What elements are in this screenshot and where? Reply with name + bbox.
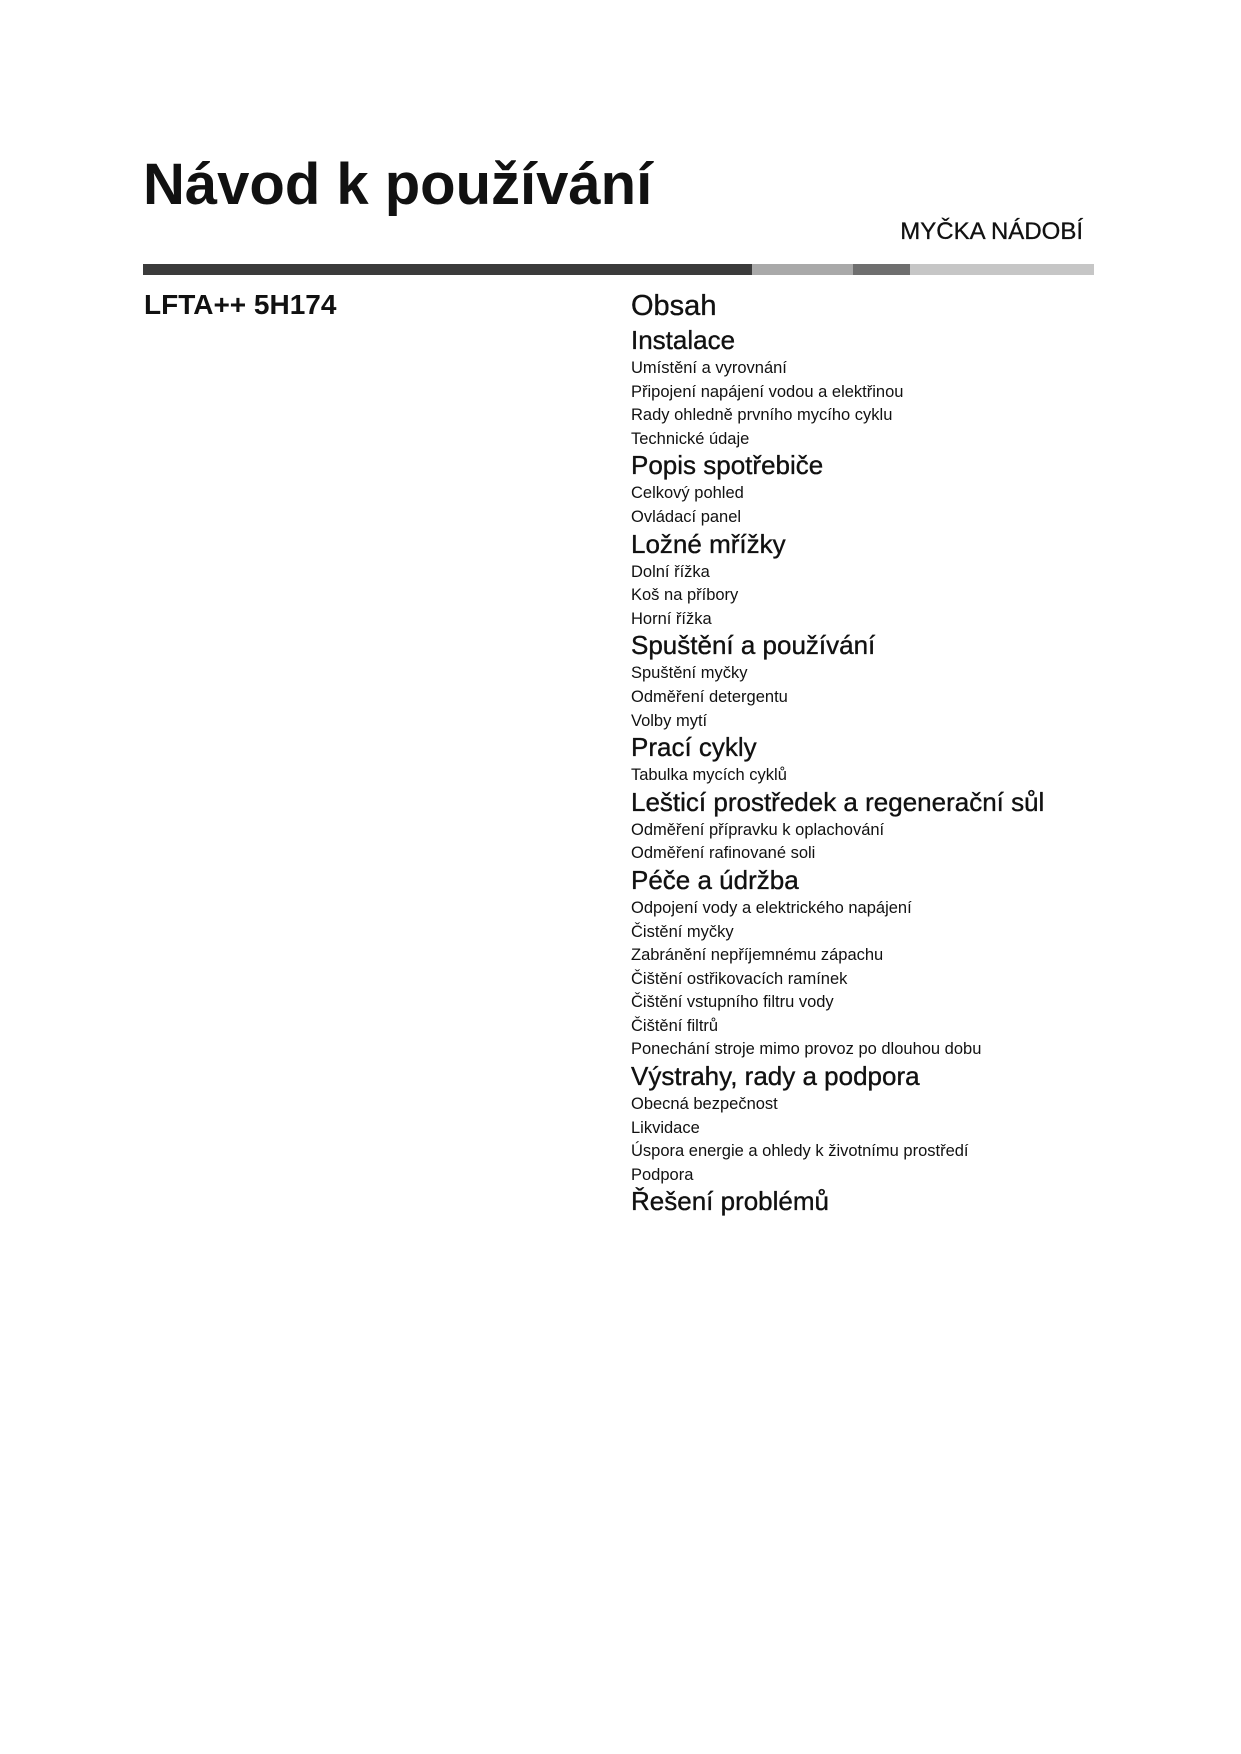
bar-segment-4 — [910, 264, 1094, 275]
toc-item: Odměření přípravku k oplachování — [631, 820, 885, 839]
toc-title: Obsah — [631, 290, 717, 322]
page-title: Návod k používání — [143, 152, 653, 217]
toc-item: Spuštění myčky — [631, 664, 748, 683]
toc-heading: Lešticí prostředek a regenerační sůl — [631, 786, 1045, 817]
toc-item: Volby mytí — [631, 711, 708, 730]
toc-item: Odměření rafinované soli — [631, 844, 816, 863]
toc-heading: Spuštění a používání — [631, 630, 876, 661]
toc-item: Ovládací panel — [631, 507, 742, 526]
toc-item: Úspora energie a ohledy k životnímu prostředí — [631, 1142, 969, 1161]
toc-item: Dolní řížka — [631, 562, 710, 581]
header-divider-bar — [143, 264, 1094, 275]
model-number: LFTA++ 5H174 — [144, 289, 337, 320]
toc-item: Čištění vstupního filtru vody — [631, 993, 834, 1012]
toc-item: Technické údaje — [631, 429, 750, 448]
toc-section-popis — [631, 451, 1191, 529]
toc-heading: Prací cykly — [631, 732, 757, 763]
toc-section-lesticí — [631, 788, 1191, 866]
bar-segment-1 — [143, 264, 752, 275]
toc-item: Likvidace — [631, 1118, 700, 1137]
toc-item: Celkový pohled — [631, 484, 744, 503]
toc-item: Horní řížka — [631, 609, 712, 628]
toc-heading: Řešení problémů — [631, 1186, 829, 1217]
toc-section-mrizky — [631, 530, 1191, 632]
table-of-contents — [631, 291, 1191, 1218]
toc-item: Rady ohledně prvního mycího cyklu — [631, 406, 893, 425]
toc-item: Zabránění nepříjemnému zápachu — [631, 946, 884, 965]
toc-item: Podpora — [631, 1165, 694, 1184]
toc-item: Ponechání stroje mimo provoz po dlouhou dobu — [631, 1040, 982, 1059]
toc-item: Umístění a vyrovnání — [631, 359, 787, 377]
toc-heading: Péče a údržba — [631, 864, 799, 895]
toc-heading: Výstrahy, rady a podpora — [631, 1061, 920, 1092]
toc-item: Čištění filtrů — [631, 1016, 719, 1035]
toc-section-reseni — [631, 1187, 1191, 1215]
toc-item: Koš na příbory — [631, 586, 739, 605]
toc-section-instalace — [631, 326, 1191, 451]
toc-section-pece — [631, 866, 1191, 1062]
toc-item: Čistění myčky — [631, 922, 734, 941]
toc-heading: Instalace — [631, 325, 736, 355]
toc-heading: Ložné mřížky — [631, 528, 786, 559]
toc-item: Odpojení vody a elektrického napájení — [631, 898, 912, 917]
bar-segment-3 — [853, 264, 910, 275]
toc-item: Obecná bezpečnost — [631, 1095, 778, 1114]
bar-segment-2 — [752, 264, 853, 275]
product-category: MYČKA NÁDOBÍ — [900, 218, 1083, 245]
toc-section-praci-cykly — [631, 733, 1191, 788]
toc-section-spusteni — [631, 631, 1191, 733]
toc-item: Čištění ostřikovacích ramínek — [631, 969, 848, 988]
toc-item: Odměření detergentu — [631, 687, 788, 706]
toc-heading: Popis spotřebiče — [631, 450, 824, 481]
toc-item: Tabulka mycích cyklů — [631, 766, 787, 785]
toc-section-vystrahy — [631, 1062, 1191, 1187]
toc-item: Připojení napájení vodou a elektřinou — [631, 382, 904, 401]
